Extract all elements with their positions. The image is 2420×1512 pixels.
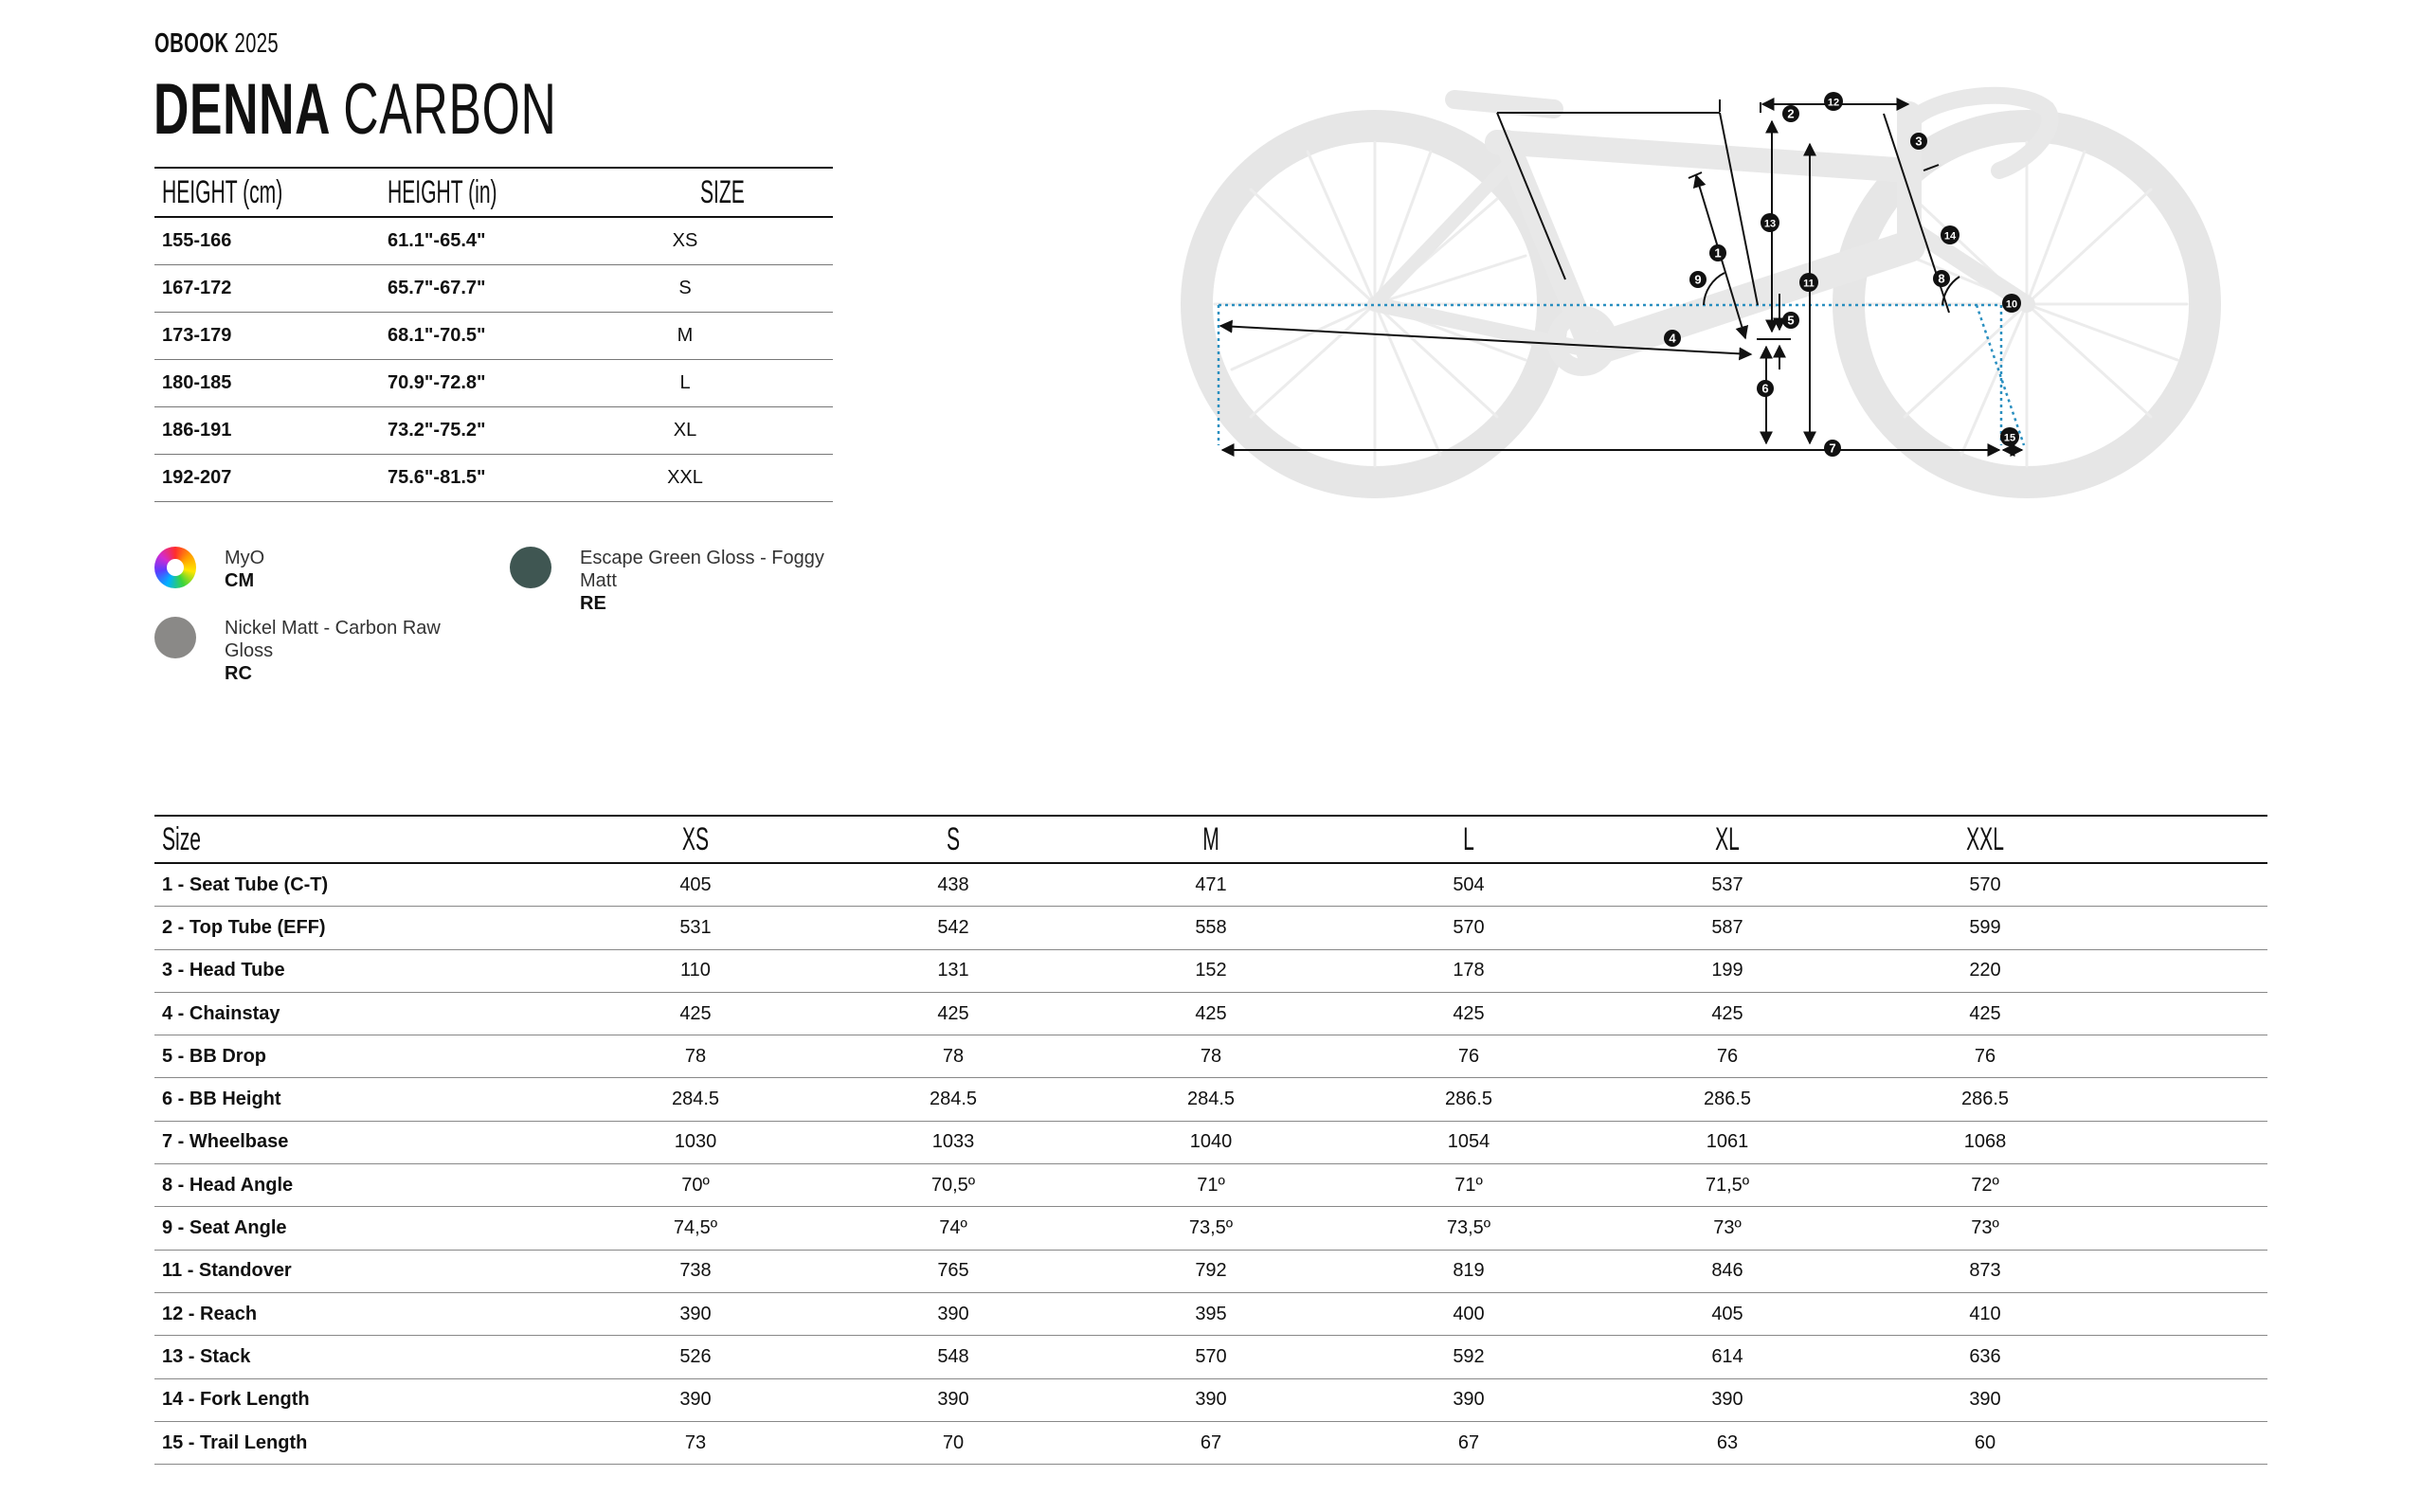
color-name: Escape Green Gloss - Foggy Matt — [580, 548, 824, 591]
measure-value: 395 — [1195, 1303, 1227, 1324]
measure-label: 12 - Reach — [162, 1303, 258, 1324]
measure-label: 5 - BB Drop — [162, 1045, 266, 1067]
height-cm: 173-179 — [162, 325, 232, 346]
measure-value: 70 — [942, 1431, 965, 1453]
measure-value: 526 — [679, 1345, 712, 1367]
title-material: CARBON — [343, 69, 557, 150]
measure-value: 410 — [1969, 1303, 2001, 1324]
measure-value: 792 — [1195, 1260, 1227, 1282]
size-row — [154, 360, 833, 407]
measure-value: 1040 — [1189, 1131, 1233, 1153]
callout-13 — [1761, 213, 1779, 232]
color-label — [225, 547, 264, 592]
measure-value: 110 — [680, 960, 711, 981]
header-height-cm: HEIGHT (cm) — [162, 173, 283, 210]
svg-text:11: 11 — [1803, 278, 1815, 290]
measure-value: 78 — [942, 1045, 965, 1067]
measure-value: 73,5º — [1446, 1217, 1491, 1239]
size-row — [154, 407, 833, 455]
measure-value: 72º — [1971, 1174, 1999, 1196]
header-size-column: S — [946, 820, 961, 857]
measure-value: 587 — [1711, 916, 1743, 938]
svg-text:6: 6 — [1761, 381, 1769, 396]
measure-value: 152 — [1195, 960, 1227, 981]
geometry-header-row — [154, 815, 2267, 864]
measure-value: 390 — [1453, 1389, 1485, 1411]
measure-label: 2 - Top Tube (EFF) — [162, 916, 326, 938]
svg-text:3: 3 — [1915, 134, 1923, 149]
callout-5 — [1782, 312, 1799, 329]
measure-label: 8 - Head Angle — [162, 1174, 294, 1196]
measure-label: 9 - Seat Angle — [162, 1217, 287, 1239]
measure-value: 390 — [1711, 1389, 1743, 1411]
size-value: M — [677, 325, 694, 346]
size-row — [154, 218, 833, 265]
measure-value: 400 — [1453, 1303, 1485, 1324]
measure-value: 390 — [1195, 1389, 1227, 1411]
measure-value: 60 — [1974, 1431, 1996, 1453]
measure-value: 73º — [1971, 1217, 1999, 1239]
measure-value: 78 — [684, 1045, 707, 1067]
geometry-row — [154, 1122, 2267, 1164]
callout-14 — [1941, 225, 1959, 244]
geometry-row — [154, 1293, 2267, 1336]
measure-value: 599 — [1969, 916, 2001, 938]
geometry-row — [154, 864, 2267, 907]
callout-9 — [1689, 271, 1707, 288]
measure-value: 390 — [679, 1389, 712, 1411]
callout-15 — [2000, 427, 2019, 446]
svg-text:7: 7 — [1829, 441, 1836, 456]
measure-value: 71,5º — [1705, 1174, 1750, 1196]
geometry-row — [154, 1422, 2267, 1465]
svg-text:1: 1 — [1714, 245, 1722, 261]
header-size-column: XS — [681, 820, 710, 857]
size-chart-header — [154, 169, 833, 218]
measure-value: 390 — [937, 1389, 969, 1411]
color-code: CM — [225, 570, 255, 591]
measure-value: 199 — [1711, 960, 1743, 981]
measure-value: 425 — [1711, 1002, 1743, 1024]
measure-value: 1061 — [1706, 1131, 1749, 1153]
size-row — [154, 313, 833, 360]
measure-value: 67 — [1457, 1431, 1480, 1453]
measure-label: 1 - Seat Tube (C-T) — [162, 873, 329, 895]
brand-name: OBOOK — [154, 28, 229, 59]
measure-value: 284.5 — [929, 1089, 978, 1110]
measure-value: 531 — [679, 916, 712, 938]
measure-value: 425 — [1969, 1002, 2001, 1024]
svg-text:2: 2 — [1787, 106, 1795, 121]
measure-value: 1054 — [1447, 1131, 1490, 1153]
measure-value: 286.5 — [1703, 1089, 1752, 1110]
callout-12 — [1824, 92, 1843, 111]
callout-4 — [1664, 330, 1681, 347]
callout-3 — [1910, 133, 1927, 150]
measure-value: 178 — [1453, 960, 1485, 981]
color-code: RE — [580, 593, 606, 614]
measure-value: 67 — [1200, 1431, 1222, 1453]
bike-silhouette — [1197, 96, 2205, 482]
header-size: SIZE — [700, 173, 745, 210]
geometry-row — [154, 1336, 2267, 1378]
measure-value: 70,5º — [930, 1174, 976, 1196]
callout-8 — [1933, 270, 1950, 287]
callout-6 — [1757, 380, 1774, 397]
color-name: Nickel Matt - Carbon Raw Gloss — [225, 618, 441, 661]
measure-label: 7 - Wheelbase — [162, 1131, 289, 1153]
callout-7 — [1824, 440, 1841, 457]
size-value: S — [678, 278, 692, 298]
measure-value: 846 — [1711, 1260, 1743, 1282]
title-model: DENNA — [154, 69, 330, 150]
measure-value: 405 — [1711, 1303, 1743, 1324]
measure-value: 63 — [1716, 1431, 1739, 1453]
measure-label: 4 - Chainstay — [162, 1002, 280, 1024]
color-name: MyO — [225, 548, 265, 568]
size-value: XL — [673, 420, 697, 441]
svg-text:10: 10 — [2005, 298, 2018, 311]
geometry-row — [154, 993, 2267, 1035]
height-in: 70.9"-72.8" — [388, 372, 486, 393]
height-cm: 192-207 — [162, 467, 232, 488]
height-in: 75.6"-81.5" — [388, 467, 486, 488]
measure-value: 73º — [1713, 1217, 1742, 1239]
height-cm: 167-172 — [162, 278, 232, 298]
measure-value: 614 — [1711, 1345, 1743, 1367]
measure-value: 71º — [1197, 1174, 1225, 1196]
measure-value: 71º — [1454, 1174, 1483, 1196]
measure-value: 390 — [679, 1303, 712, 1324]
color-label — [580, 547, 845, 615]
header-size-column: XXL — [1966, 820, 2004, 857]
geometry-row — [154, 950, 2267, 993]
size-row — [154, 455, 833, 502]
svg-text:8: 8 — [1938, 271, 1945, 286]
measure-value: 1033 — [931, 1131, 975, 1153]
measure-value: 1030 — [674, 1131, 717, 1153]
measure-value: 438 — [937, 873, 969, 895]
measure-label: 15 - Trail Length — [162, 1431, 308, 1453]
geometry-row — [154, 1164, 2267, 1207]
height-in: 73.2"-75.2" — [388, 420, 486, 441]
measure-value: 636 — [1969, 1345, 2001, 1367]
header-size-column: L — [1463, 820, 1474, 857]
measure-value: 220 — [1969, 960, 2001, 981]
measure-value: 542 — [937, 916, 969, 938]
header-size-column: M — [1202, 820, 1219, 857]
measure-value: 286.5 — [1960, 1089, 2010, 1110]
svg-text:4: 4 — [1669, 331, 1676, 346]
measure-label: 6 - BB Height — [162, 1089, 281, 1110]
measure-value: 74º — [939, 1217, 967, 1239]
measure-value: 390 — [1969, 1389, 2001, 1411]
measure-value: 1068 — [1963, 1131, 2007, 1153]
svg-text:14: 14 — [1943, 230, 1957, 243]
color-option-nickel[interactable] — [154, 617, 471, 685]
color-swatch — [154, 617, 196, 658]
measure-value: 78 — [1200, 1045, 1222, 1067]
measure-value: 286.5 — [1444, 1089, 1493, 1110]
color-option-myo[interactable] — [154, 547, 264, 592]
measure-value: 570 — [1195, 1345, 1227, 1367]
measure-value: 425 — [937, 1002, 969, 1024]
measure-value: 284.5 — [1186, 1089, 1236, 1110]
measure-value: 548 — [937, 1345, 969, 1367]
measure-value: 592 — [1453, 1345, 1485, 1367]
measure-value: 76 — [1974, 1045, 1996, 1067]
color-code: RC — [225, 663, 252, 684]
geometry-row — [154, 1207, 2267, 1250]
measure-value: 74,5º — [673, 1217, 718, 1239]
measure-value: 558 — [1195, 916, 1227, 938]
geometry-row — [154, 1035, 2267, 1078]
bike-geometry-diagram — [1137, 57, 2274, 758]
measure-value: 284.5 — [671, 1089, 720, 1110]
geometry-row — [154, 1379, 2267, 1422]
size-value: XS — [672, 230, 698, 251]
color-swatch — [510, 547, 551, 588]
measure-value: 765 — [937, 1260, 969, 1282]
measure-value: 76 — [1716, 1045, 1739, 1067]
geometry-row — [154, 1078, 2267, 1121]
measure-label: 11 - Standover — [162, 1260, 292, 1282]
measure-value: 537 — [1711, 873, 1743, 895]
height-in: 68.1"-70.5" — [388, 325, 486, 346]
callout-2 — [1782, 105, 1799, 122]
color-label — [225, 617, 471, 685]
measure-value: 471 — [1195, 873, 1227, 895]
header-height-in: HEIGHT (in) — [388, 173, 497, 210]
size-value: XXL — [667, 467, 703, 488]
measure-value: 405 — [679, 873, 712, 895]
svg-text:13: 13 — [1763, 218, 1777, 230]
measure-value: 70º — [681, 1174, 710, 1196]
measure-value: 570 — [1969, 873, 2001, 895]
size-row — [154, 265, 833, 313]
height-cm: 180-185 — [162, 372, 232, 393]
measure-value: 131 — [937, 960, 969, 981]
page-title — [154, 69, 557, 150]
measure-value: 570 — [1453, 916, 1485, 938]
height-cm: 186-191 — [162, 420, 232, 441]
measure-value: 819 — [1453, 1260, 1485, 1282]
height-in: 61.1"-65.4" — [388, 230, 486, 251]
geometry-row — [154, 907, 2267, 949]
svg-text:9: 9 — [1694, 272, 1702, 287]
size-value: L — [679, 372, 691, 393]
measure-label: 3 - Head Tube — [162, 960, 285, 981]
size-chart — [154, 167, 833, 502]
svg-text:5: 5 — [1787, 313, 1795, 328]
measure-value: 504 — [1453, 873, 1485, 895]
svg-text:12: 12 — [1827, 97, 1840, 109]
geometry-table — [154, 815, 2267, 1465]
measure-label: 14 - Fork Length — [162, 1389, 310, 1411]
measure-label: 13 - Stack — [162, 1345, 251, 1367]
header-size-column: XL — [1715, 820, 1740, 857]
brand-header — [154, 28, 279, 60]
measure-value: 73 — [684, 1431, 707, 1453]
model-year: 2025 — [234, 28, 279, 59]
measure-value: 73,5º — [1188, 1217, 1234, 1239]
color-option-escape-green[interactable] — [510, 547, 845, 615]
header-size-label: Size — [162, 820, 202, 857]
measure-value: 390 — [937, 1303, 969, 1324]
height-in: 65.7"-67.7" — [388, 278, 486, 298]
geometry-row — [154, 1251, 2267, 1293]
callout-11 — [1799, 273, 1818, 292]
height-cm: 155-166 — [162, 230, 232, 251]
measure-value: 425 — [1195, 1002, 1227, 1024]
measure-value: 873 — [1969, 1260, 2001, 1282]
callout-10 — [2002, 294, 2021, 313]
callout-1 — [1709, 244, 1726, 261]
measure-value: 425 — [1453, 1002, 1485, 1024]
measure-value: 76 — [1457, 1045, 1480, 1067]
measure-value: 738 — [679, 1260, 712, 1282]
svg-text:15: 15 — [2003, 432, 2016, 444]
measure-value: 425 — [679, 1002, 712, 1024]
color-swatch — [154, 547, 196, 588]
